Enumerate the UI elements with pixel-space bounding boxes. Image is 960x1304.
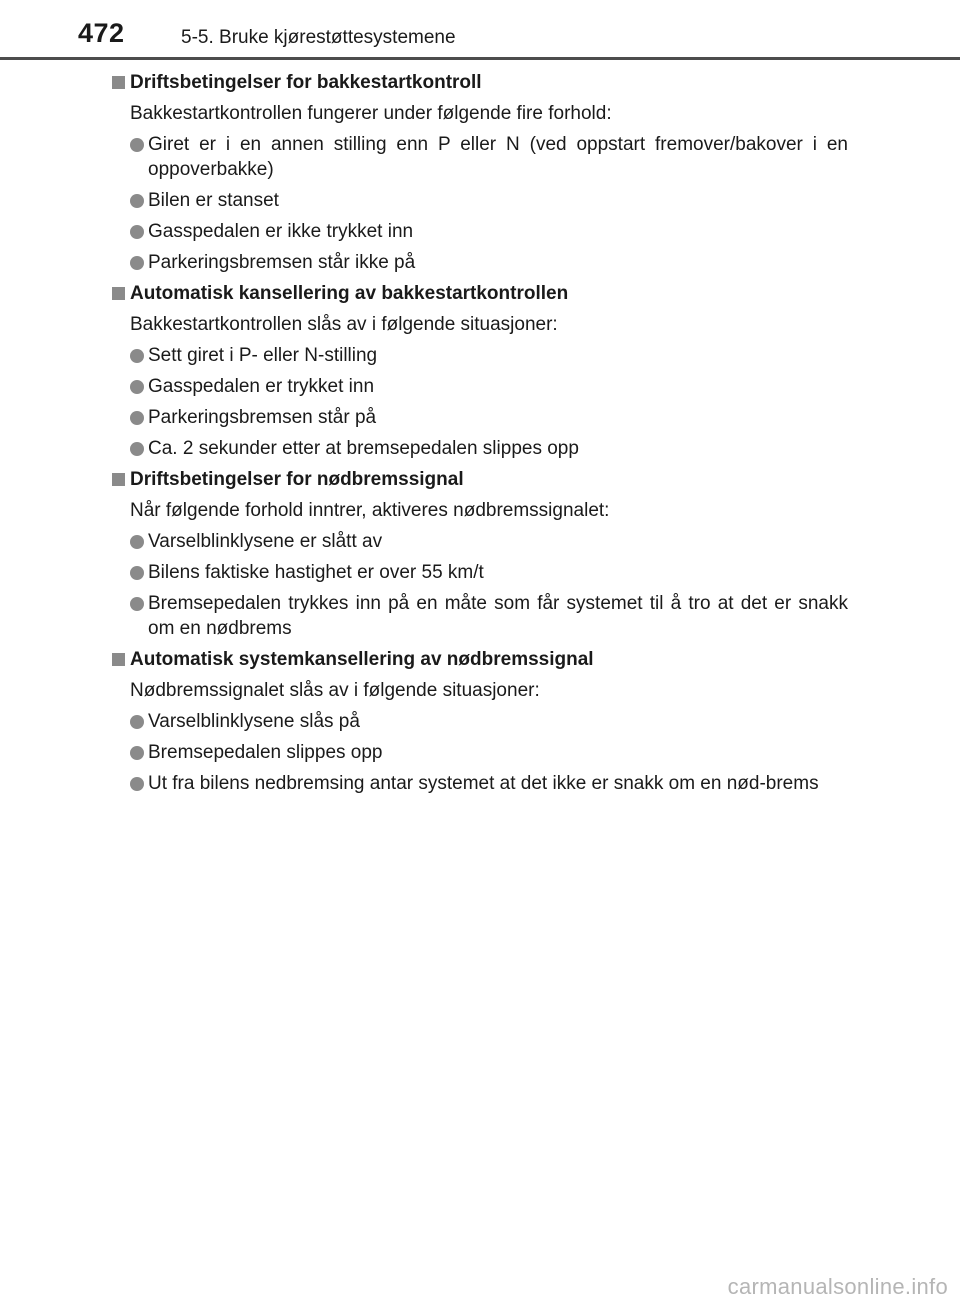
list-item — [0, 403, 960, 434]
list-item — [0, 341, 960, 372]
square-bullet-icon — [112, 287, 125, 300]
circle-bullet-icon — [130, 746, 144, 760]
section-intro: Bakkestartkontrollen fungerer under følgende fire forhold: — [130, 103, 612, 124]
list-item — [0, 372, 960, 403]
circle-bullet-icon — [130, 411, 144, 425]
list-item — [0, 527, 960, 558]
list-item-text: Bilen er stanset — [148, 190, 279, 211]
circle-bullet-icon — [130, 597, 144, 611]
list-item-text: Bremsepedalen trykkes inn på en måte som får systemet til å tro at det er snakk om en nødbrems — [148, 593, 848, 639]
watermark-logo[interactable]: carmanualsonline.info — [727, 1274, 948, 1299]
section-heading — [0, 68, 960, 98]
section-heading — [0, 645, 960, 675]
section-intro: Bakkestartkontrollen slås av i følgende situasjoner: — [130, 314, 558, 335]
list-item-text: Gasspedalen er ikke trykket inn — [148, 221, 414, 242]
page-number: 472 — [78, 18, 125, 48]
list-item-text: Gasspedalen er trykket inn — [148, 376, 375, 397]
list-item-text: Varselblinklysene er slått av — [148, 531, 383, 552]
chapter-title: 5-5. Bruke kjørestøttesystemene — [181, 27, 456, 48]
section-heading-text: Automatisk kansellering av bakkestartkontrollen — [130, 283, 569, 304]
circle-bullet-icon — [130, 380, 144, 394]
list-item-text: Varselblinklysene slås på — [148, 711, 360, 732]
list-item — [0, 130, 960, 186]
square-bullet-icon — [112, 653, 125, 666]
page-header — [0, 0, 960, 60]
list-item-text: Bilens faktiske hastighet er over 55 km/t — [148, 562, 484, 583]
circle-bullet-icon — [130, 256, 144, 270]
list-item-text: Sett giret i P- eller N-stilling — [148, 345, 378, 366]
circle-bullet-icon — [130, 349, 144, 363]
section-heading — [0, 465, 960, 495]
list-item-text: Parkeringsbremsen står ikke på — [148, 252, 416, 273]
square-bullet-icon — [112, 76, 125, 89]
list-item — [0, 434, 960, 465]
list-item — [0, 558, 960, 589]
circle-bullet-icon — [130, 535, 144, 549]
section-heading-text: Driftsbetingelser for bakkestartkontroll — [130, 72, 482, 93]
section-heading-text: Driftsbetingelser for nødbremssignal — [130, 469, 464, 490]
circle-bullet-icon — [130, 225, 144, 239]
list-item — [0, 186, 960, 217]
section-heading — [0, 279, 960, 309]
list-item — [0, 707, 960, 738]
circle-bullet-icon — [130, 138, 144, 152]
list-item-text: Giret er i en annen stilling enn P eller N (ved oppstart fremover/bakover i en oppoverbakke) — [148, 134, 848, 180]
list-item-text: Parkeringsbremsen står på — [148, 407, 377, 428]
section-intro: Nødbremssignalet slås av i følgende situasjoner: — [130, 680, 540, 701]
list-item-text: Ca. 2 sekunder etter at bremsepedalen slippes opp — [148, 438, 579, 459]
list-item-text: Bremsepedalen slippes opp — [148, 742, 383, 763]
section-intro: Når følgende forhold inntrer, aktiveres nødbremssignalet: — [130, 500, 610, 521]
list-item — [0, 589, 960, 645]
list-item — [0, 738, 960, 769]
header-divider — [0, 57, 960, 60]
section-heading-text: Automatisk systemkansellering av nødbremssignal — [130, 649, 594, 670]
circle-bullet-icon — [130, 194, 144, 208]
page-content — [0, 68, 960, 800]
list-item — [0, 248, 960, 279]
square-bullet-icon — [112, 473, 125, 486]
list-item — [0, 217, 960, 248]
list-item-text: Ut fra bilens nedbremsing antar systemet at det ikke er snakk om en nød-brems — [148, 773, 819, 794]
circle-bullet-icon — [130, 715, 144, 729]
circle-bullet-icon — [130, 442, 144, 456]
circle-bullet-icon — [130, 566, 144, 580]
list-item — [0, 769, 960, 800]
circle-bullet-icon — [130, 777, 144, 791]
